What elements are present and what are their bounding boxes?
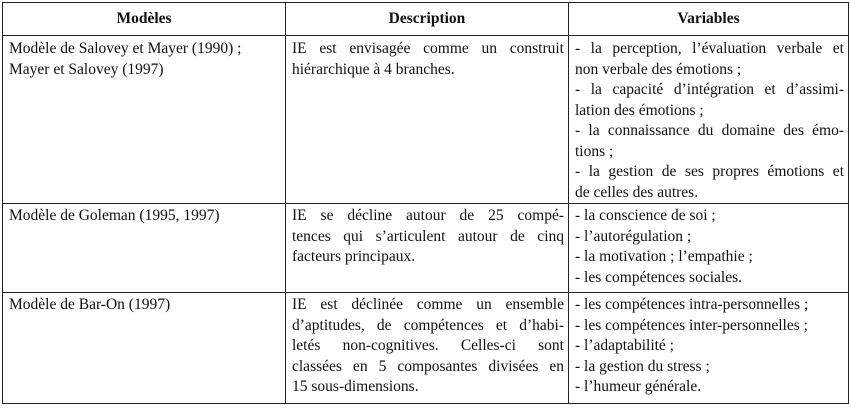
variable-text: de celles des autres.	[575, 183, 699, 201]
variable-text: - les compétences intra-personnelles ;	[575, 296, 809, 313]
description-text: letés non-cognitives. Celles-ci sont	[292, 337, 564, 354]
description-text: facteurs principaux.	[292, 248, 416, 265]
variable-text: - l’humeur générale.	[575, 378, 702, 395]
variable-text: - les compétences sociales.	[575, 268, 742, 286]
model-text: Modèle de Goleman (1995, 1997)	[9, 207, 220, 224]
table-row	[3, 293, 849, 404]
table-row	[3, 36, 849, 204]
description-text: 15 sous-dimensions.	[292, 378, 419, 395]
variable-text: - la connaissance du domaine des émo-	[575, 122, 844, 139]
variable-text: tions ;	[575, 142, 614, 160]
variable-text: non verbale des émotions ;	[575, 60, 742, 78]
header-models: Modèles	[3, 3, 286, 36]
variable-text: - la gestion de ses propres émotions et	[575, 163, 844, 180]
description-text: hiérarchique à 4 branches.	[292, 60, 455, 78]
description-text: IE est déclinée comme un ensemble	[292, 296, 564, 313]
header-description: Description	[286, 3, 569, 36]
variables-cell	[569, 204, 849, 293]
model-text: Modèle de Salovey et Mayer (1990) ;	[9, 40, 242, 57]
header-row	[3, 3, 849, 36]
model-cell	[3, 293, 286, 404]
variable-text: lation des émotions ;	[575, 101, 704, 119]
header-variables: Variables	[569, 3, 849, 36]
description-text: tences qui s’articulent autour de cinq	[292, 227, 564, 245]
model-text: Modèle de Bar-On (1997)	[9, 296, 171, 313]
description-text: classées en 5 composantes divisées en	[292, 357, 564, 375]
variable-text: - la gestion du stress ;	[575, 357, 710, 375]
variable-text: - la capacité d’intégration et d’assimi-	[575, 81, 844, 98]
variable-text: - l’adaptabilité ;	[575, 337, 674, 354]
variables-cell	[569, 36, 849, 204]
model-cell	[3, 204, 286, 293]
variables-cell	[569, 293, 849, 404]
models-table	[2, 2, 849, 404]
variable-text: - les compétences inter-personnelles ;	[575, 316, 808, 334]
description-cell	[286, 293, 569, 404]
description-cell	[286, 36, 569, 204]
model-cell	[3, 36, 286, 204]
description-cell	[286, 204, 569, 293]
variable-text: - l’autorégulation ;	[575, 227, 692, 245]
description-text: d’aptitudes, de compétences et d’habi-	[292, 316, 564, 334]
variable-text: - la motivation ; l’empathie ;	[575, 248, 753, 265]
variable-text: - la perception, l’évaluation verbale et	[575, 40, 844, 57]
description-text: IE est envisagée comme un construit	[292, 40, 564, 57]
model-text: Mayer et Salovey (1997)	[9, 60, 164, 78]
description-text: IE se décline autour de 25 compé-	[292, 207, 564, 224]
variable-text: - la conscience de soi ;	[575, 207, 716, 224]
table-row	[3, 204, 849, 293]
